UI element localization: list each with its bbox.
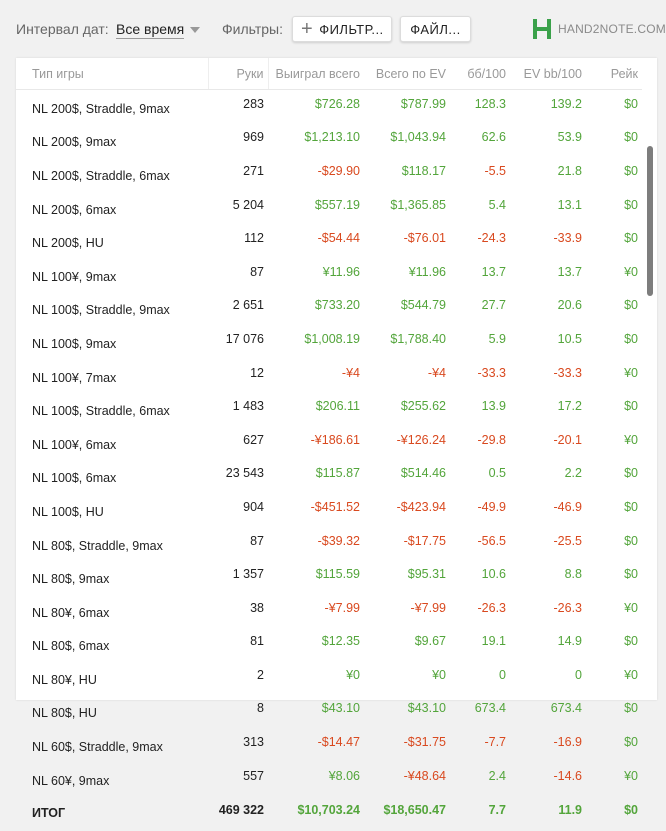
cell-won-total: $115.59 <box>315 567 360 582</box>
cell-game-type: NL 100¥, 7max <box>32 370 117 385</box>
cell-hands: 87 <box>250 533 264 548</box>
cell-game-type: NL 80$, HU <box>32 706 97 721</box>
cell-won-total: $43.10 <box>321 701 360 716</box>
cell-hands: 12 <box>250 365 264 380</box>
cell-rake: ¥0 <box>624 365 638 380</box>
column-header-game-type[interactable]: Тип игры <box>16 58 208 90</box>
cell-bb-100: 62.6 <box>481 130 506 145</box>
stats-panel <box>16 58 657 821</box>
cell-hands: 2 <box>257 667 264 682</box>
cell-ev-bb-100: 20.6 <box>557 298 582 313</box>
column-header-bb-100[interactable]: бб/100 <box>450 58 510 90</box>
cell-bb-100: -49.9 <box>477 499 506 514</box>
cell-ev-total: $787.99 <box>400 96 446 111</box>
table-row[interactable] <box>16 392 642 426</box>
cell-ev-total: -¥48.64 <box>403 768 446 783</box>
table-row[interactable] <box>16 493 642 527</box>
cell-game-type: NL 60¥, 9max <box>32 773 110 788</box>
cell-game-type: NL 80$, 9max <box>32 572 110 587</box>
cell-ev-bb-100: 53.9 <box>557 130 582 145</box>
cell-bb-100: 2.4 <box>488 768 506 783</box>
toolbar <box>0 0 666 56</box>
cell-ev-total: -$76.01 <box>403 231 446 246</box>
cell-ev-bb-100: 2.2 <box>564 466 582 481</box>
cell-hands: 904 <box>243 499 264 514</box>
hand2note-logo-icon <box>532 18 552 40</box>
cell-rake: ¥0 <box>624 600 638 615</box>
table-row[interactable] <box>16 325 642 359</box>
cell-hands: 283 <box>243 96 264 111</box>
cell-ev-bb-100: 14.9 <box>557 634 582 649</box>
cell-game-type: NL 100$, Straddle, 9max <box>32 303 170 318</box>
cell-game-type: NL 100$, HU <box>32 504 104 519</box>
file-button-label: ФАЙЛ... <box>410 21 461 37</box>
cell-ev-bb-100: -16.9 <box>553 735 582 750</box>
cell-rake: $0 <box>624 298 638 313</box>
cell-rake: $0 <box>624 197 638 212</box>
cell-ev-bb-100: -14.6 <box>553 768 582 783</box>
cell-won-total: -¥7.99 <box>324 600 360 615</box>
date-interval-select[interactable]: Все время <box>116 21 185 37</box>
cell-won-total: $206.11 <box>315 399 360 414</box>
cell-won-total: $1,008.19 <box>304 331 360 346</box>
cell-hands: 87 <box>250 264 264 279</box>
cell-rake: $0 <box>624 803 638 818</box>
plus-icon: + <box>301 18 314 40</box>
cell-rake: $0 <box>624 231 638 246</box>
cell-bb-100: -26.3 <box>477 600 506 615</box>
cell-ev-total: $1,788.40 <box>390 331 446 346</box>
cell-game-type: NL 80$, Straddle, 9max <box>32 538 163 553</box>
cell-hands: 313 <box>243 735 264 750</box>
cell-ev-total: $514.46 <box>400 466 446 481</box>
cell-rake: ¥0 <box>624 264 638 279</box>
cell-won-total: -$29.90 <box>317 163 360 178</box>
cell-ev-total: $118.17 <box>401 163 446 178</box>
cell-bb-100: 673.4 <box>474 701 506 716</box>
cell-ev-bb-100: 13.7 <box>557 264 582 279</box>
cell-rake: $0 <box>624 735 638 750</box>
cell-hands: 2 651 <box>232 298 264 313</box>
cell-ev-bb-100: 673.4 <box>550 701 582 716</box>
table-row[interactable] <box>16 258 642 292</box>
table-total-row[interactable] <box>16 795 642 831</box>
cell-ev-bb-100: -25.5 <box>553 533 582 548</box>
filters-label: Фильтры: <box>222 21 283 37</box>
cell-ev-bb-100: -33.9 <box>553 231 582 246</box>
cell-bb-100: 19.1 <box>481 634 506 649</box>
cell-ev-bb-100: 10.5 <box>557 331 582 346</box>
cell-bb-100: 0 <box>499 667 506 682</box>
cell-rake: ¥0 <box>624 768 638 783</box>
cell-rake: $0 <box>624 634 638 649</box>
table-row[interactable] <box>16 426 642 460</box>
column-header-ev-bb-100[interactable]: EV bb/100 <box>510 58 586 90</box>
cell-rake: $0 <box>624 567 638 582</box>
cell-rake: $0 <box>624 130 638 145</box>
cell-bb-100: -5.5 <box>484 163 506 178</box>
cell-game-type: NL 200$, Straddle, 6max <box>32 168 170 183</box>
cell-ev-total: $1,043.94 <box>390 130 446 145</box>
cell-ev-total: -¥7.99 <box>410 600 446 615</box>
cell-rake: $0 <box>624 96 638 111</box>
cell-game-type: NL 100$, Straddle, 6max <box>32 404 170 419</box>
cell-ev-bb-100: -46.9 <box>553 499 582 514</box>
filter-button-label: ФИЛЬТР... <box>319 21 384 37</box>
stats-table <box>16 58 642 831</box>
cell-game-type: NL 60$, Straddle, 9max <box>32 740 163 755</box>
table-row[interactable] <box>16 728 642 762</box>
cell-rake: $0 <box>624 466 638 481</box>
cell-rake: $0 <box>624 331 638 346</box>
cell-hands: 271 <box>243 163 264 178</box>
cell-game-type: NL 100$, 9max <box>32 336 117 351</box>
cell-bb-100: -24.3 <box>477 231 506 246</box>
cell-won-total: $10,703.24 <box>297 803 360 818</box>
date-interval-label: Интервал дат: <box>16 21 109 37</box>
cell-rake: $0 <box>624 701 638 716</box>
cell-won-total: $12.35 <box>321 634 360 649</box>
table-row[interactable] <box>16 594 642 628</box>
cell-hands: 5 204 <box>232 197 264 212</box>
scrollbar[interactable] <box>647 146 653 296</box>
cell-game-type: NL 200$, Straddle, 9max <box>32 101 170 116</box>
cell-won-total: ¥8.06 <box>328 768 360 783</box>
logo-text: HAND2NOTE.COM <box>558 22 666 36</box>
cell-bb-100: 0.5 <box>488 466 506 481</box>
cell-game-type: NL 80$, 6max <box>32 639 110 654</box>
chevron-down-icon[interactable] <box>190 27 200 33</box>
cell-bb-100: 128.3 <box>474 96 506 111</box>
cell-ev-total: -¥4 <box>427 365 446 380</box>
cell-won-total: -$451.52 <box>310 499 360 514</box>
cell-ev-total: $18,650.47 <box>383 803 446 818</box>
table-row[interactable] <box>16 460 642 494</box>
cell-ev-total: ¥0 <box>432 667 446 682</box>
cell-rake: $0 <box>624 533 638 548</box>
table-row[interactable] <box>16 359 642 393</box>
cell-hands: 38 <box>250 600 264 615</box>
cell-rake: ¥0 <box>624 432 638 447</box>
cell-ev-total: -$31.75 <box>403 735 446 750</box>
cell-ev-total: $1,365.85 <box>390 197 446 212</box>
cell-bb-100: -29.8 <box>477 432 506 447</box>
cell-rake: $0 <box>624 399 638 414</box>
logo <box>532 18 666 40</box>
cell-hands: 469 322 <box>218 803 264 818</box>
cell-hands: 8 <box>257 701 264 716</box>
cell-ev-total: -$17.75 <box>403 533 446 548</box>
cell-game-type: NL 80¥, HU <box>32 672 97 687</box>
cell-bb-100: 5.9 <box>488 331 506 346</box>
cell-ev-bb-100: 0 <box>575 667 582 682</box>
table-row[interactable] <box>16 695 642 729</box>
column-header-hands[interactable]: Руки <box>208 58 268 90</box>
cell-ev-total: $544.79 <box>400 298 446 313</box>
cell-game-type: NL 80¥, 6max <box>32 605 110 620</box>
table-row[interactable] <box>16 124 642 158</box>
table-row[interactable] <box>16 157 642 191</box>
cell-won-total: -$54.44 <box>317 231 360 246</box>
cell-ev-bb-100: 13.1 <box>557 197 582 212</box>
table-row[interactable] <box>16 661 642 695</box>
cell-rake: $0 <box>624 499 638 514</box>
table-row[interactable] <box>16 191 642 225</box>
cell-bb-100: 10.6 <box>481 567 506 582</box>
cell-game-type: NL 200$, HU <box>32 236 104 251</box>
cell-ev-total: $43.10 <box>407 701 446 716</box>
cell-bb-100: -33.3 <box>477 365 506 380</box>
cell-game-type: NL 100¥, 6max <box>32 437 117 452</box>
column-header-won-total[interactable]: Выиграл всего <box>268 58 364 90</box>
cell-ev-bb-100: 8.8 <box>564 567 582 582</box>
cell-game-type: NL 200$, 6max <box>32 202 117 217</box>
cell-hands: 557 <box>243 768 264 783</box>
cell-ev-bb-100: 17.2 <box>557 399 582 414</box>
cell-ev-bb-100: -33.3 <box>553 365 582 380</box>
table-row[interactable] <box>16 527 642 561</box>
cell-game-type: NL 100¥, 9max <box>32 269 117 284</box>
cell-hands: 1 357 <box>232 567 264 582</box>
cell-won-total: $115.87 <box>315 466 360 481</box>
cell-ev-total: ¥11.96 <box>408 264 446 279</box>
table-row[interactable] <box>16 628 642 662</box>
cell-won-total: -$39.32 <box>317 533 360 548</box>
cell-bb-100: 27.7 <box>481 298 506 313</box>
table-row[interactable] <box>16 762 642 796</box>
cell-won-total: ¥11.96 <box>322 264 360 279</box>
cell-won-total: $1,213.10 <box>304 130 360 145</box>
table-row[interactable] <box>16 90 642 124</box>
cell-hands: 627 <box>243 432 264 447</box>
cell-bb-100: 5.4 <box>488 197 506 212</box>
cell-ev-bb-100: -20.1 <box>553 432 582 447</box>
cell-bb-100: 13.9 <box>481 399 506 414</box>
table-row[interactable] <box>16 292 642 326</box>
cell-ev-total: $255.62 <box>400 399 446 414</box>
table-header-row <box>16 58 642 90</box>
cell-game-type: NL 100$, 6max <box>32 471 117 486</box>
cell-rake: $0 <box>624 163 638 178</box>
cell-bb-100: -7.7 <box>484 735 506 750</box>
cell-bb-100: -56.5 <box>477 533 506 548</box>
cell-hands: 23 543 <box>225 466 264 481</box>
cell-ev-total: $95.31 <box>407 567 446 582</box>
add-filter-button[interactable] <box>292 16 392 42</box>
cell-won-total: $733.20 <box>314 298 360 313</box>
cell-won-total: $726.28 <box>314 96 360 111</box>
table-row[interactable] <box>16 224 642 258</box>
cell-game-type: NL 200$, 9max <box>32 135 117 150</box>
cell-ev-bb-100: 139.2 <box>550 96 582 111</box>
cell-game-type: ИТОГ <box>32 806 66 821</box>
table-row[interactable] <box>16 560 642 594</box>
cell-hands: 969 <box>243 130 264 145</box>
cell-ev-bb-100: -26.3 <box>553 600 582 615</box>
cell-rake: ¥0 <box>624 667 638 682</box>
cell-bb-100: 7.7 <box>488 803 506 818</box>
cell-bb-100: 13.7 <box>481 264 506 279</box>
cell-ev-total: $9.67 <box>414 634 446 649</box>
cell-hands: 17 076 <box>225 331 264 346</box>
cell-hands: 81 <box>250 634 264 649</box>
cell-won-total: ¥0 <box>346 667 360 682</box>
cell-won-total: -¥4 <box>341 365 360 380</box>
cell-hands: 112 <box>244 231 264 246</box>
file-button[interactable] <box>400 16 471 42</box>
cell-won-total: $557.19 <box>314 197 360 212</box>
column-header-ev-total[interactable]: Всего по EV <box>364 58 450 90</box>
column-header-rake[interactable]: Рейк <box>586 58 642 90</box>
cell-ev-total: -$423.94 <box>396 499 446 514</box>
cell-ev-total: -¥126.24 <box>396 432 446 447</box>
cell-ev-bb-100: 21.8 <box>557 163 582 178</box>
cell-hands: 1 483 <box>232 399 264 414</box>
cell-won-total: -$14.47 <box>317 735 360 750</box>
cell-won-total: -¥186.61 <box>310 432 360 447</box>
cell-ev-bb-100: 11.9 <box>558 803 582 818</box>
